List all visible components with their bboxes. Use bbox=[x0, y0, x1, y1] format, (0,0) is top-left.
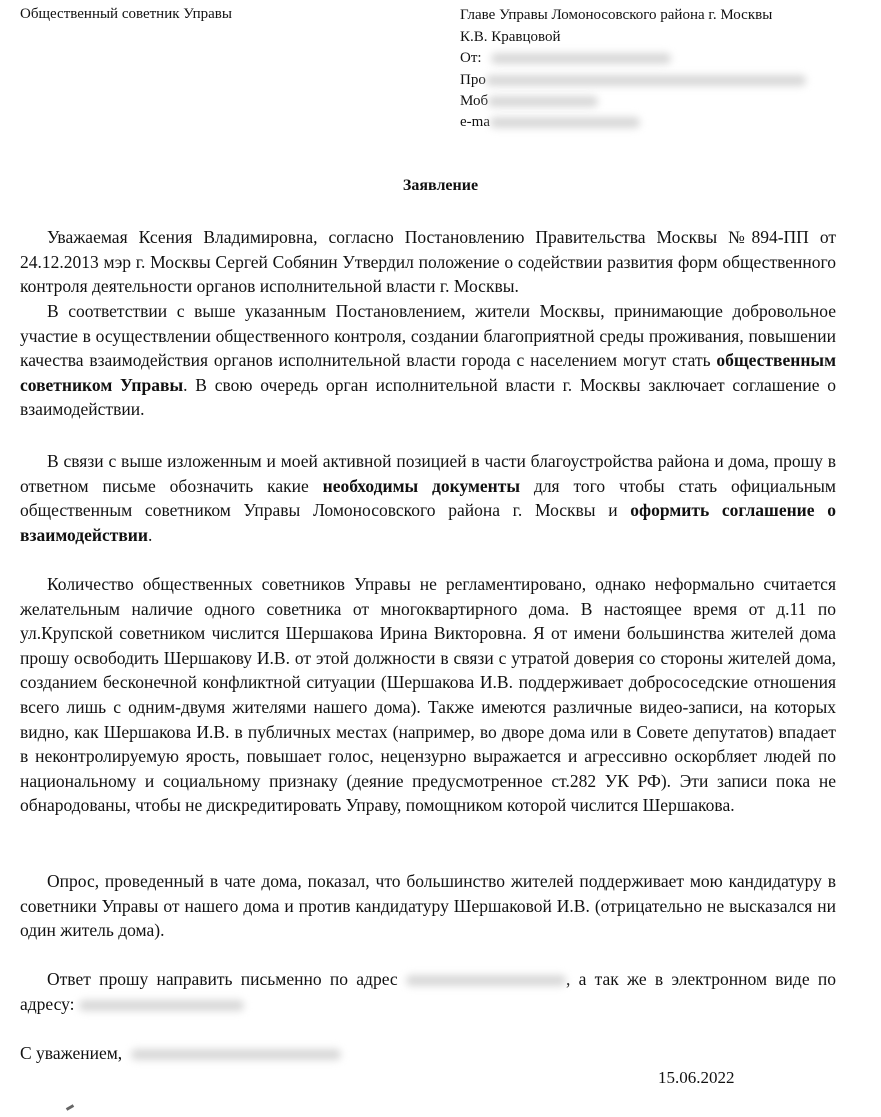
closing-text: С уважением, bbox=[20, 1043, 123, 1063]
paragraph-6-text-a: Ответ прошу направить письменно по адрес bbox=[47, 969, 406, 989]
from-line bbox=[460, 47, 671, 69]
paragraph-1-text: Уважаемая Ксения Владимировна, согласно Постановлению Правительства Москвы №894-ПП от 24.12.2013 мэр г. Москвы Сергей Собянин Утвердил положение о содействии развития форм общественного контроля деятельности органов исполнительной власти г. Москвы. bbox=[20, 227, 836, 297]
paragraph-2-text-b: . В свою очередь орган исполнительной власти г. Москвы заключает соглашение о взаимодействии. bbox=[20, 374, 836, 420]
paragraph-4-text: Количество общественных советников Управы не регламентировано, однако неформально считается желательным наличие одного советника от многоквартирного дома. В настоящее время от д.11 по ул.Крупской советником числится Шершакова Ирина Викторовна. Я от имени большинства жителей дома прошу освободить Шершакову И.В. от этой должности в связи с утратой доверия со стороны жителей дома, созданием бесконечной конфликтной ситуации (Шершакова И.В. поддерживает добрососедские отношения всего лишь с одним-двумя жителями нашего дома). Также имеются различные видео-записи, на которых видно, как Шершакова И.В. в публичных местах (например, во дворе дома или в Совете депутатов) впадает в неконтролируемую ярость, повышает голос, нецензурно выражается и агрессивно оскорбляет людей по национальному и социальному признаку (деяние предусмотренное ст.282 УК РФ). Эти записи пока не обнародованы, чтобы не дискредитировать Управу, помощником которой числится Шершакова. bbox=[20, 574, 836, 816]
paragraph-1 bbox=[20, 225, 836, 299]
sender-position: Общественный советник Управы bbox=[20, 6, 232, 22]
document-title: Заявление bbox=[402, 177, 479, 194]
redacted-signature-name bbox=[131, 1049, 341, 1060]
paragraph-4 bbox=[20, 572, 836, 818]
paragraph-3-text-b: для того чтобы стать официальным общественным советником Управы Ломоносовского района г. Москвы и bbox=[20, 475, 836, 521]
paragraph-5-text: Опрос, проведенный в чате дома, показал, что большинство жителей поддерживает мою кандидатуру в советники Управы от нашего дома и против кандидатуру Шершаковой И.В. (отрицательно не высказался ни один житель дома). bbox=[20, 871, 836, 941]
paragraph-3-text-a: В связи с выше изложенным и моей активной позицией в части благоустройства района и дома, прошу в ответном письме обозначить какие bbox=[20, 451, 836, 496]
paragraph-3 bbox=[20, 449, 836, 547]
redacted-email bbox=[490, 117, 640, 128]
recipient-line-1: Главе Управы Ломоносовского района г. Москвы bbox=[460, 7, 773, 23]
from-label: От: bbox=[460, 50, 482, 66]
phone-label: Моб bbox=[460, 93, 489, 109]
phone-line bbox=[460, 90, 598, 112]
email-line bbox=[460, 111, 640, 133]
paragraph-6-text-b: , а так же в электронном виде по адресу: bbox=[20, 969, 836, 1014]
redacted-phone bbox=[488, 96, 598, 107]
paragraph-2-text-a: В соответствии с выше указанным Постановлением, жители Москвы, принимающие добровольное участие в осуществлении общественного контроля, создании благоприятной среды проживания, повышении качества взаимодействия органов исполнительной власти города с населением могут стать bbox=[20, 301, 836, 371]
redacted-address bbox=[486, 75, 806, 86]
closing-line bbox=[20, 1041, 836, 1066]
redacted-name bbox=[491, 53, 671, 64]
paragraph-3-bold-2: оформить соглашение о взаимодействии bbox=[20, 500, 836, 545]
paragraph-2-bold: общественным советником Управы bbox=[20, 350, 836, 395]
paragraph-2 bbox=[20, 299, 836, 422]
scan-mark bbox=[66, 1104, 74, 1111]
paragraph-3-bold-1: необходимы документы bbox=[322, 475, 521, 496]
paragraph-6 bbox=[20, 967, 836, 1016]
paragraph-3-text-c: . bbox=[147, 524, 153, 545]
email-label: e-ma bbox=[460, 114, 490, 130]
document-date: 15.06.2022 bbox=[658, 1068, 735, 1087]
recipient-line-2: К.В. Кравцовой bbox=[460, 29, 561, 45]
residence-label: Про bbox=[460, 72, 486, 88]
redacted-postal-address bbox=[406, 975, 566, 986]
paragraph-5 bbox=[20, 869, 836, 943]
redacted-email-address bbox=[79, 1000, 244, 1011]
residence-line bbox=[460, 69, 806, 91]
